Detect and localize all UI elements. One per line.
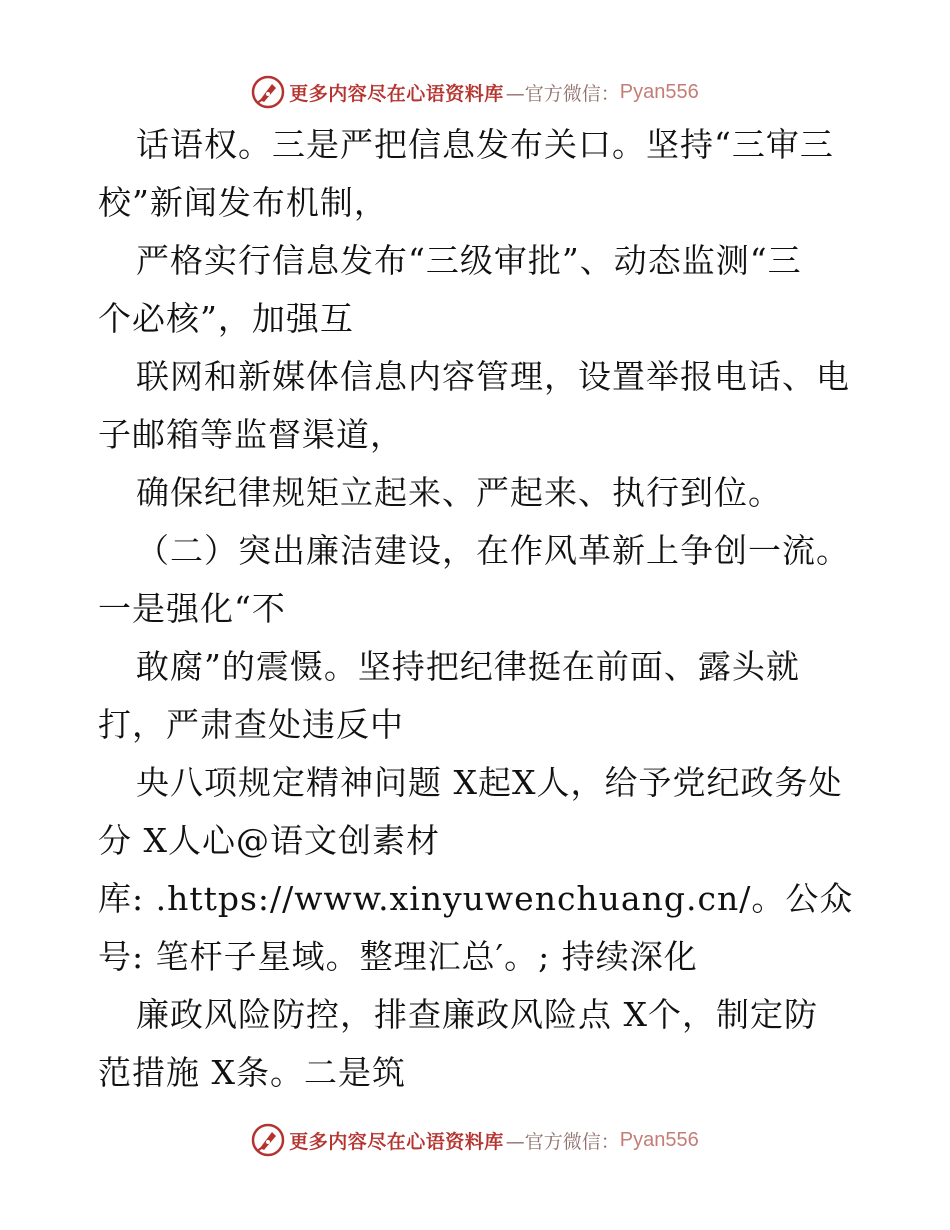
text-line: 央八项规定精神问题 X起X人，给予党纪政务处: [136, 763, 843, 802]
pen-nib-icon: [251, 1123, 285, 1157]
text-line: 号: 笔杆子星域。整理汇总′。; 持续深化: [98, 937, 698, 976]
text-line: 联网和新媒体信息内容管理，设置举报电话、电: [136, 357, 850, 396]
text-line: 敢腐”的震慑。坚持把纪律挺在前面、露头就: [136, 647, 800, 686]
text-line: 个必核”，加强互: [98, 299, 354, 338]
text-line: 校”新闻发布机制，: [98, 183, 388, 222]
text-line: 分 X人心@语文创素材: [98, 821, 440, 860]
text-line: 一是强化“不: [98, 589, 286, 628]
text-line: 范措施 X条。二是筑: [98, 1053, 406, 1092]
header-brand-text: 更多内容尽在心语资料库: [289, 82, 504, 105]
text-line: 子邮箱等监督渠道，: [98, 415, 404, 454]
section-heading-line: （二）突出廉洁建设，在作风革新上争创一流。: [136, 531, 850, 570]
footer-official-label: —官方微信：: [505, 1130, 620, 1153]
text-line: 严格实行信息发布“三级审批”、动态监测“三: [136, 241, 802, 280]
footer-banner: [0, 1120, 950, 1160]
text-line: 廉政风险防控，排查廉政风险点 X个，制定防: [136, 995, 818, 1034]
pen-nib-icon: [251, 75, 285, 109]
text-line: 库: .https://www.xinyuwenchuang.cn/。公众: [98, 879, 854, 918]
header-official-label: —官方微信：: [505, 82, 620, 105]
text-line: 确保纪律规矩立起来、严起来、执行到位。: [136, 473, 782, 512]
header-wechat-id: Pyan556: [619, 80, 699, 103]
header-banner: [0, 72, 950, 112]
document-body: [98, 116, 878, 1102]
footer-brand-text: 更多内容尽在心语资料库: [289, 1130, 504, 1153]
text-line: 打，严肃查处违反中: [98, 705, 404, 744]
footer-wechat-id: Pyan556: [619, 1128, 699, 1151]
text-line: 话语权。三是严把信息发布关口。坚持“三审三: [136, 125, 834, 164]
